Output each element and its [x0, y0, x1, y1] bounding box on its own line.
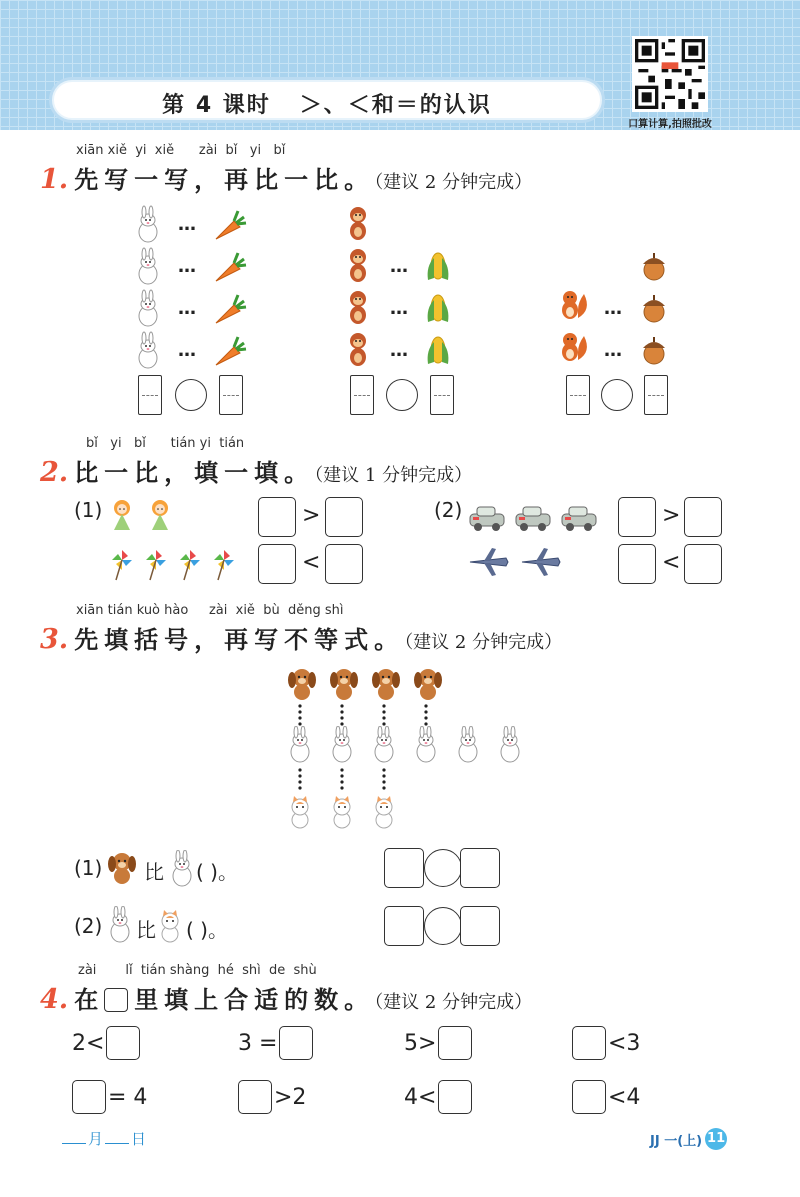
q2-1-box-a[interactable]	[258, 497, 296, 537]
q4-expr-5	[72, 1080, 147, 1114]
q3-part1-paren[interactable]: ( )。	[196, 860, 238, 884]
q2-2-box-c[interactable]	[618, 544, 656, 584]
q3-1-box-a[interactable]	[384, 848, 424, 888]
qr-code[interactable]	[632, 36, 708, 112]
q2-1-less-sign: <	[302, 550, 321, 575]
q4-expr-4	[572, 1026, 640, 1060]
carrot-column-icon	[212, 205, 250, 375]
q4-pinyin: zài lǐ tián shàng hé shì de shù	[78, 963, 317, 978]
q4-expr-7-box[interactable]	[438, 1080, 472, 1114]
rabbit-column-icon	[134, 205, 168, 375]
q4-expr-3	[404, 1026, 472, 1060]
page-tag	[650, 1128, 727, 1150]
q4-expr-7-text: 4<	[404, 1084, 437, 1110]
dog-row-icon	[286, 664, 450, 704]
q4-expr-5-box[interactable]	[72, 1080, 106, 1114]
q4-number: 4.	[40, 984, 69, 1015]
q1-dots-2b: …	[390, 298, 409, 319]
q2-2-less-sign: <	[662, 550, 681, 575]
q1-pinyin: xiān xiě yi xiě zài bǐ yi bǐ	[76, 143, 286, 158]
q3-heading	[40, 620, 562, 655]
q4-expr-8-text: <4	[608, 1084, 641, 1110]
q3-1-box-b[interactable]	[460, 848, 500, 888]
q1-dots-1c: …	[178, 298, 197, 319]
q2-hint: （建议 1 分钟完成）	[314, 465, 473, 486]
q1-symbol-circle-2[interactable]	[386, 379, 418, 411]
q4-expr-7	[404, 1080, 472, 1114]
q2-2-box-b[interactable]	[684, 497, 722, 537]
q2-part2-label: (2)	[434, 498, 463, 522]
q2-1-box-d[interactable]	[325, 544, 363, 584]
q1-symbol-circle-3[interactable]	[601, 379, 633, 411]
day-label: 日	[131, 1130, 147, 1148]
q3-2-box-a[interactable]	[384, 906, 424, 946]
q2-text: 比一比，填一填。	[74, 459, 315, 487]
car-icon	[468, 500, 608, 532]
q1-answer-box-3a[interactable]	[566, 375, 590, 415]
q3-part1-label: (1)	[74, 856, 103, 880]
q4-expr-2-text: 3 =	[238, 1030, 278, 1056]
q1-dots-2c: …	[390, 340, 409, 361]
q2-2-box-a[interactable]	[618, 497, 656, 537]
grade-tag: JJ 一(上)	[650, 1133, 703, 1149]
month-label: 月	[88, 1130, 104, 1148]
date-fill-line[interactable]	[60, 1128, 146, 1149]
q3-2-symbol-circle[interactable]	[424, 907, 462, 945]
cat-row-icon	[286, 792, 406, 832]
dog-small-icon	[106, 848, 140, 888]
q1-dots-2a: …	[390, 256, 409, 277]
q4-expr-1-box[interactable]	[106, 1026, 140, 1060]
q1-dots-3a: …	[604, 298, 623, 319]
q2-heading	[40, 453, 472, 488]
q4-expr-3-box[interactable]	[438, 1026, 472, 1060]
q2-1-greater-sign: >	[302, 503, 321, 528]
q1-heading	[40, 160, 532, 195]
pinwheel-icon	[108, 546, 248, 582]
q4-expr-8-box[interactable]	[572, 1080, 606, 1114]
q1-answer-box-2a[interactable]	[350, 375, 374, 415]
q4-expr-1	[72, 1026, 140, 1060]
q1-text: 先写一写，再比一比。	[74, 166, 375, 194]
q4-expr-8	[572, 1080, 640, 1114]
q3-part2-paren[interactable]: ( )。	[186, 918, 228, 942]
qr-caption: 口算计算,拍照批改	[628, 119, 712, 130]
q2-1-box-b[interactable]	[325, 497, 363, 537]
q4-expr-4-box[interactable]	[572, 1026, 606, 1060]
q1-number: 1.	[40, 164, 69, 195]
q1-answer-box-2b[interactable]	[430, 375, 454, 415]
q3-part2-label: (2)	[74, 914, 103, 938]
q3-text: 先填括号，再写不等式。	[74, 626, 405, 654]
q4-expr-5-text: = 4	[108, 1084, 148, 1110]
q2-number: 2.	[40, 457, 69, 488]
q3-pinyin: xiān tián kuò hào zài xiě bù děng shì	[76, 603, 344, 618]
q2-pinyin: bǐ yi bǐ tián yi tián	[86, 436, 245, 451]
corn-column-icon	[420, 248, 460, 374]
q1-symbol-circle-1[interactable]	[175, 379, 207, 411]
q3-2-box-b[interactable]	[460, 906, 500, 946]
q4-hint: （建议 2 分钟完成）	[374, 992, 533, 1013]
lesson-number: 第 4 课时	[162, 93, 271, 118]
monkey-column-icon	[344, 203, 376, 373]
q4-text-a: 在	[74, 986, 105, 1014]
acorn-column-icon	[640, 248, 672, 374]
rabbit-row-icon	[286, 726, 530, 766]
q1-hint: （建议 2 分钟完成）	[374, 172, 533, 193]
q4-expr-2	[238, 1026, 313, 1060]
q3-part1-bi: 比	[144, 860, 164, 884]
q4-text-b: 里填上合适的数。	[134, 986, 375, 1014]
q3-1-symbol-circle[interactable]	[424, 849, 462, 887]
q2-part1-label: (1)	[74, 498, 103, 522]
q4-expr-1-text: 2<	[72, 1030, 105, 1056]
q2-1-box-c[interactable]	[258, 544, 296, 584]
lesson-title-bar	[52, 80, 602, 120]
q3-number: 3.	[40, 624, 69, 655]
doll-icon	[108, 496, 180, 532]
page-number: 11	[705, 1128, 727, 1150]
q4-expr-6	[238, 1080, 306, 1114]
cat-small-icon	[156, 906, 186, 946]
q1-answer-box-1a[interactable]	[138, 375, 162, 415]
rabbit-small-icon	[168, 850, 198, 888]
rabbit-small-icon-2	[106, 906, 136, 944]
q4-expr-2-box[interactable]	[279, 1026, 313, 1060]
plane-icon	[468, 546, 564, 580]
q1-answer-box-1b[interactable]	[219, 375, 243, 415]
q4-heading	[40, 980, 532, 1015]
q4-expr-6-box[interactable]	[238, 1080, 272, 1114]
q4-inline-box	[104, 988, 128, 1012]
q4-expr-6-text: >2	[274, 1084, 307, 1110]
q4-expr-4-text: <3	[608, 1030, 641, 1056]
q1-dots-3b: …	[604, 340, 623, 361]
q3-part2-bi: 比	[136, 918, 156, 942]
squirrel-column-icon	[556, 286, 596, 370]
q1-dots-1a: …	[178, 214, 197, 235]
q1-answer-box-3b[interactable]	[644, 375, 668, 415]
q3-hint: （建议 2 分钟完成）	[404, 632, 563, 653]
lesson-title: ＞、＜和＝的认识	[299, 93, 492, 118]
q2-2-box-d[interactable]	[684, 544, 722, 584]
q2-2-greater-sign: >	[662, 503, 681, 528]
q4-expr-3-text: 5>	[404, 1030, 437, 1056]
q1-dots-1d: …	[178, 340, 197, 361]
q1-dots-1b: …	[178, 256, 197, 277]
